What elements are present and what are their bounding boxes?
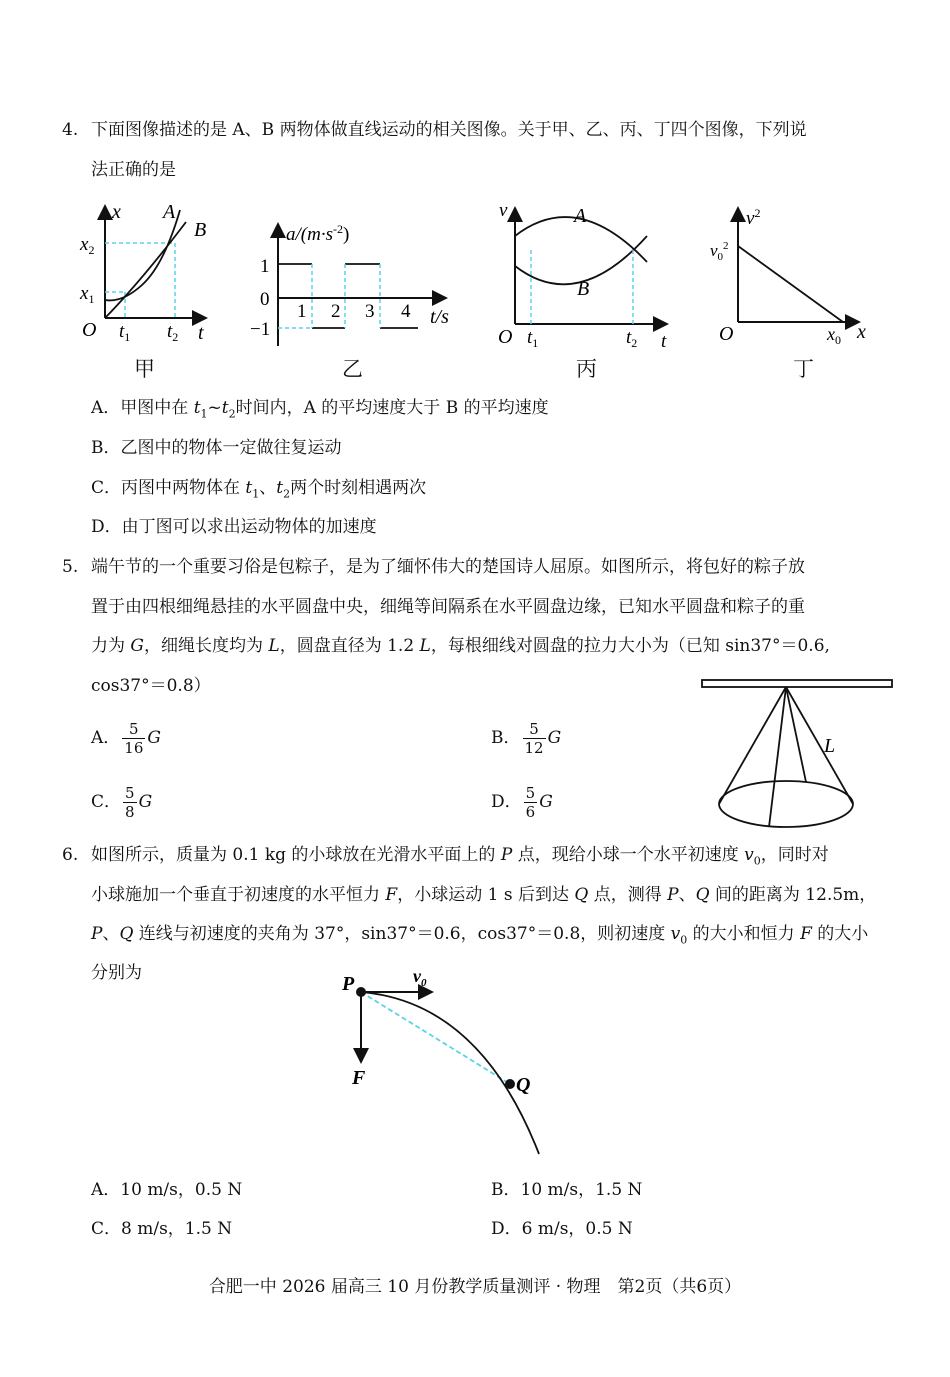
q5-stem-line2: 置于由四根细绳悬挂的水平圆盘中央，细绳等间隔系在水平圆盘边缘，已知水平圆盘和粽子的重 [91, 597, 805, 617]
bing-curve-b: B [577, 278, 590, 300]
q6-option-c[interactable]: C．8 m/s，1.5 N [91, 1219, 233, 1239]
q6-number: 6. [62, 845, 79, 865]
ding-caption: 丁 [793, 357, 814, 381]
jia-x1: $x_1$ [80, 283, 95, 306]
jia-t1: $t_1$ [119, 321, 131, 344]
q5-option-a[interactable]: A． $\frac{5}{16}$ G [91, 720, 161, 757]
q4-option-c[interactable]: C．丙图中两物体在 $t_1$、$t_2$两个时刻相遇两次 [91, 478, 427, 501]
q5-stem-line4: cos37°＝0.8） [91, 676, 211, 696]
yi-caption: 乙 [342, 357, 363, 381]
jia-curve-b: B [194, 219, 207, 241]
yi-xtick-1: 1 [297, 301, 307, 322]
q6-option-b[interactable]: B．10 m/s，1.5 N [491, 1180, 643, 1200]
q5-number: 5. [62, 557, 79, 577]
graph-bing [495, 200, 685, 350]
bing-y-label: v [499, 200, 508, 221]
q6-option-a[interactable]: A．10 m/s，0.5 N [91, 1180, 243, 1200]
bing-t2: $t_2$ [626, 327, 638, 350]
yi-xtick-2: 2 [331, 301, 341, 322]
yi-tick-neg1: −1 [250, 319, 271, 340]
jia-x2: $x_2$ [80, 234, 95, 257]
q6-stem-line2: 小球施加一个垂直于初速度的水平恒力 F，小球运动 1 s 后到达 Q 点，测得 P、Q 间的距离为 12.5m， [91, 885, 877, 905]
ding-v0: $v_0^2$ [710, 240, 729, 263]
jia-caption: 甲 [134, 357, 155, 381]
q6-figure-p: P [342, 973, 355, 995]
yi-tick-0: 0 [260, 289, 270, 310]
yi-y-label: $a/(m\cdot s^{-2})$ [286, 222, 350, 245]
q4-number: 4. [62, 120, 79, 140]
q5-option-c[interactable]: C． $\frac{5}{8}$ G [91, 784, 153, 821]
q4-stem-line1: 下面图像描述的是 A、B 两物体做直线运动的相关图像。关于甲、乙、丙、丁四个图像，下列说 [91, 120, 807, 140]
jia-x-label: t [198, 322, 204, 344]
graph-yi [248, 210, 468, 350]
q5-stem-line3: 力为 G，细绳长度均为 L，圆盘直径为 1.2 L，每根细线对圆盘的拉力大小为（已知 sin37°＝0.6, [91, 636, 830, 656]
ding-origin: O [719, 323, 734, 345]
q5-option-b[interactable]: B． $\frac{5}{12}$ G [491, 720, 562, 757]
jia-origin: O [82, 319, 97, 341]
q6-stem-line4: 分别为 [91, 963, 142, 983]
q5-stem-line1: 端午节的一个重要习俗是包粽子，是为了缅怀伟大的楚国诗人屈原。如图所示，将包好的粽子放 [91, 557, 805, 577]
yi-x-label: t/s [430, 306, 449, 328]
ding-x-label: x [857, 321, 866, 343]
q6-stem-line3: P、Q 连线与初速度的夹角为 37°，sin37°＝0.6，cos37°＝0.8，则初速度 $v_0$ 的大小和恒力 F 的大小 [91, 924, 869, 947]
bing-origin: O [498, 326, 513, 348]
yi-tick-1: 1 [260, 256, 270, 277]
q4-option-a[interactable]: A．甲图中在 $t_1\sim t_2$时间内，A 的平均速度大于 B 的平均速度 [91, 398, 549, 421]
q6-figure-q: Q [516, 1074, 531, 1096]
bing-t1: $t_1$ [527, 327, 539, 350]
q5-option-d[interactable]: D． $\frac{5}{6}$ G [491, 784, 553, 821]
yi-xtick-3: 3 [365, 301, 375, 322]
bing-caption: 丙 [576, 357, 597, 381]
ding-y-label: $v^2$ [746, 206, 761, 229]
q6-figure-f: F [352, 1067, 366, 1089]
graph-ding [705, 200, 885, 350]
yi-xtick-4: 4 [401, 301, 411, 322]
jia-y-label: x [112, 201, 121, 223]
jia-t2: $t_2$ [167, 321, 179, 344]
q6-point-q [505, 1079, 515, 1089]
page-footer: 合肥一中 2026 届高三 10 月份教学质量测评 · 物理 第2页（共6页） [208, 1277, 742, 1297]
q4-option-b[interactable]: B．乙图中的物体一定做往复运动 [91, 438, 342, 458]
ding-x0: $x_0$ [827, 324, 841, 347]
graph-jia [72, 200, 222, 350]
bing-x-label: t [661, 331, 667, 350]
bing-curve-a: A [574, 205, 587, 227]
jia-curve-a: A [163, 201, 176, 223]
q6-figure-v0: $v_0$ [413, 966, 427, 989]
q4-stem-line2: 法正确的是 [91, 160, 176, 180]
q6-stem-line1: 如图所示，质量为 0.1 kg 的小球放在光滑水平面上的 P 点，现给小球一个水平初速度 $v_0$，同时对 [91, 845, 829, 868]
q4-option-d[interactable]: D．由丁图可以求出运动物体的加速度 [91, 517, 377, 537]
q6-figure [335, 962, 555, 1162]
q5-figure [698, 676, 898, 836]
q6-option-d[interactable]: D．6 m/s，0.5 N [491, 1219, 633, 1239]
q5-figure-l-label: L [824, 735, 836, 757]
q6-point-p [356, 987, 366, 997]
